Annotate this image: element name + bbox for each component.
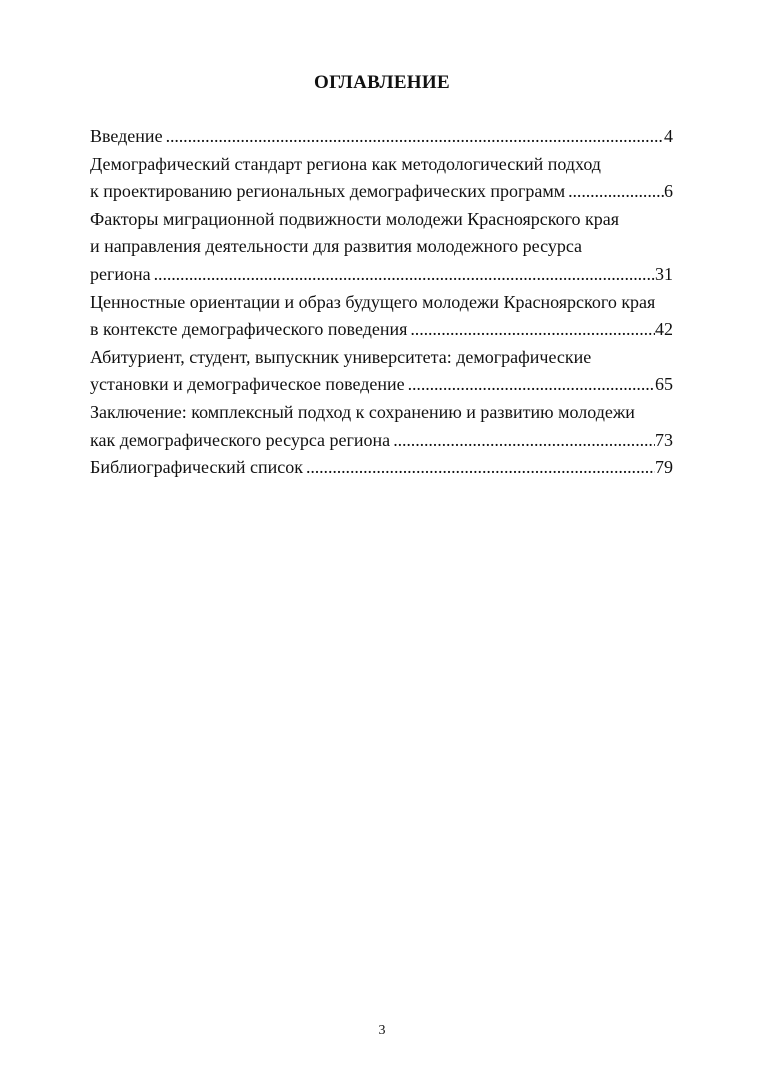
dot-leader — [390, 427, 655, 455]
toc-entry-title-line: Демографический стандарт региона как методологический подход — [90, 153, 601, 174]
toc-entry-title-line: Абитуриент, студент, выпускник университета: демографические — [90, 346, 592, 367]
toc-entry-title-last-line: как демографического ресурса региона — [90, 429, 391, 450]
toc-entry-bibliography[interactable] — [90, 454, 673, 482]
toc-entry-title-line: Ценностные ориентации и образ будущего молодежи Красноярского края — [90, 291, 656, 312]
toc-entry-migration-factors[interactable] — [90, 206, 673, 289]
toc-page-number: 42 — [655, 319, 673, 340]
toc-entry-title-last-line: к проектированию региональных демографических программ — [90, 181, 566, 202]
toc-entry-title-last-line: Введение — [90, 126, 163, 146]
dot-leader — [407, 316, 655, 344]
dot-leader — [303, 454, 655, 482]
toc-page-number: 79 — [655, 457, 673, 478]
dot-leader — [565, 178, 664, 206]
dot-leader — [151, 261, 655, 289]
toc-entry-title-last-line: региона — [90, 263, 151, 284]
toc-entry-title-last-line: Библиографический список — [90, 457, 303, 478]
toc-page-number: 31 — [655, 263, 673, 284]
toc-entry-title-last-line: установки и демографическое поведение — [90, 374, 405, 395]
toc-entry-demographic-standard[interactable] — [90, 151, 673, 206]
dot-leader — [163, 123, 664, 151]
toc-entry-title-last-line: в контексте демографического поведения — [90, 319, 408, 340]
toc-page-number: 73 — [655, 429, 673, 450]
page-number: 3 — [378, 1023, 386, 1038]
toc-page-number: 65 — [655, 374, 673, 395]
dot-leader — [405, 371, 655, 399]
toc-page-number: 6 — [664, 181, 673, 202]
toc-entry-title-line: Заключение: комплексный подход к сохранению и развитию молодежи — [90, 401, 635, 422]
table-of-contents — [90, 123, 673, 482]
toc-entry-title-line: Факторы миграционной подвижности молодежи Красноярского края — [90, 208, 620, 229]
toc-entry-title-line: и направления деятельности для развития молодежного ресурса — [90, 236, 583, 257]
page-title: ОГЛАВЛЕНИЕ — [314, 72, 450, 93]
toc-entry-introduction[interactable] — [90, 123, 673, 151]
toc-entry-applicant-student-graduate[interactable] — [90, 344, 673, 399]
toc-entry-value-orientations[interactable] — [90, 289, 673, 344]
toc-entry-conclusion[interactable] — [90, 399, 673, 454]
toc-page-number: 4 — [664, 126, 673, 146]
